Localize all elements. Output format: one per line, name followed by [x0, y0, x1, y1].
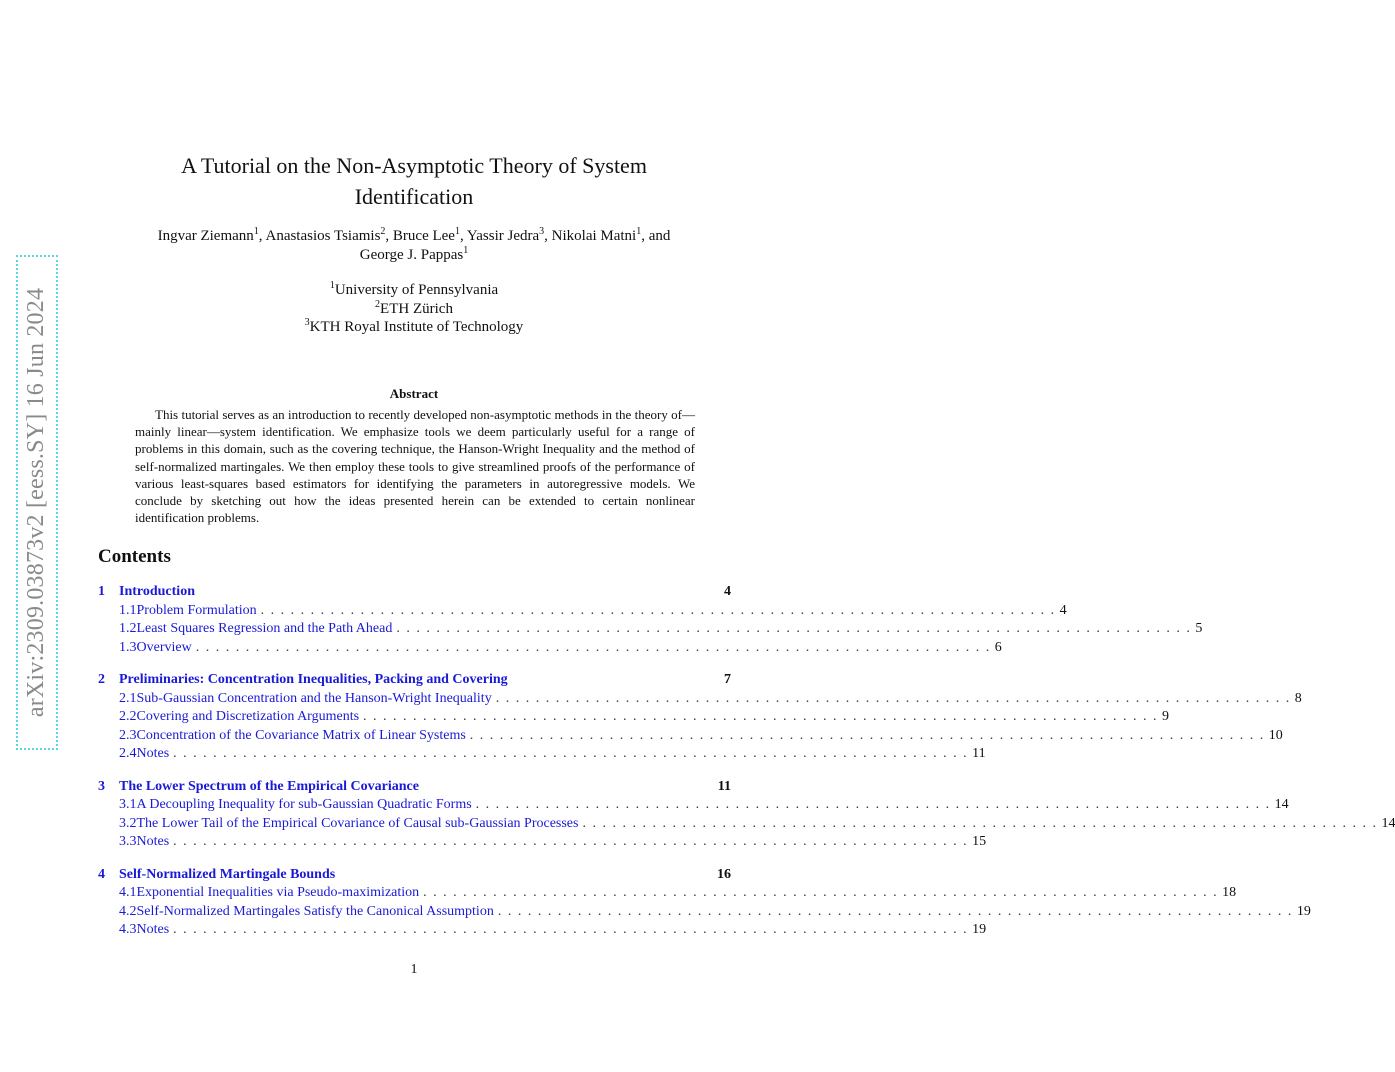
toc-section-entry[interactable]	[98, 671, 731, 690]
subsection-page-number: 19	[972, 922, 987, 937]
subsection-page-number: 11	[972, 746, 986, 761]
subsection-page-number: 6	[994, 639, 1002, 655]
affiliation-mark: 3	[539, 226, 545, 237]
dot-leader: . . . . . . . . . . . . . . . . . . . . . . . . . . . . . . . . . . . . . . . . . . . . . . . . . . . . . . . . . . . . . . . . . . . . . . . . . . . . . . . .	[497, 903, 1293, 919]
affiliation-item	[214, 300, 614, 319]
section-page-number: 4	[724, 584, 731, 599]
affiliation-item	[214, 281, 614, 300]
section-page-number: 11	[717, 778, 731, 794]
author-list	[100, 227, 728, 265]
arxiv-identifier: arXiv:2309.03873v2 [eess.SY] 16 Jun 2024	[23, 287, 50, 718]
affiliation-item	[214, 318, 614, 337]
section-title-link[interactable]: Preliminaries: Concentration Inequalities, Packing and Covering	[119, 672, 508, 687]
subsection-page-number: 8	[1294, 690, 1302, 706]
toc-section-entry[interactable]	[98, 866, 731, 885]
subsection-page-number: 10	[1268, 727, 1283, 743]
dot-leader: . . . . . . . . . . . . . . . . . . . . . . . . . . . . . . . . . . . . . . . . . . . . . . . . . . . . . . . . . . . . . . . . . . . . . . . . . . . . . . . .	[396, 621, 1192, 636]
subsection-page-number: 19	[1296, 903, 1311, 919]
toc-section-entry[interactable]	[98, 778, 731, 797]
section-title-link[interactable]: Self-Normalized Martingale Bounds	[119, 866, 336, 882]
affiliation-name: ETH Zürich	[380, 300, 453, 317]
author-line-2	[100, 246, 728, 265]
affiliation-mark: 1	[454, 226, 460, 237]
affiliation-name: University of Pennsylvania	[334, 282, 499, 298]
author-name: George J. Pappas	[359, 247, 464, 263]
subsection-page-number: 4	[1059, 602, 1067, 618]
affiliation-list	[214, 281, 614, 337]
section-number[interactable]: 2	[98, 672, 105, 687]
author-separator: ,	[544, 228, 552, 244]
affiliation-mark: 1	[463, 245, 469, 256]
toc-spacer	[98, 657, 731, 671]
section-number[interactable]: 1	[98, 584, 105, 599]
author-separator: ,	[258, 228, 266, 244]
subsection-number[interactable]: 2.4	[119, 746, 137, 761]
affiliation-mark: 1	[253, 226, 259, 237]
affiliation-mark: 1	[329, 280, 335, 291]
subsection-number[interactable]: 2.1	[119, 690, 137, 706]
page-number: 1	[410, 962, 418, 977]
abstract-text: This tutorial serves as an introduction to recently developed non-asymptotic methods in the theory of—mainly linear—system identification. We emphasize tools we deem particularly useful for a range of problems in this domain, such as the covering technique, the Hanson-Wright Inequality and the method of self-normalized martingales. We then employ these tools to give streamlined proofs of the performance of various least-squares based estimators for identifying the parameters in autoregressive models. We conclude by sketching out how the ideas presented herein can be extended to certain nonlinear identification problems.	[135, 407, 695, 526]
toc-subsection-entry[interactable]	[98, 903, 1311, 922]
subsection-number[interactable]: 4.2	[119, 903, 137, 919]
section-page-number: 7	[724, 672, 731, 687]
toc-spacer	[98, 764, 731, 778]
subsection-number[interactable]: 1.2	[119, 621, 137, 636]
subsection-title-link[interactable]: Notes	[136, 834, 170, 849]
toc-subsection-entry[interactable]	[98, 639, 1002, 658]
dot-leader: . . . . . . . . . . . . . . . . . . . . . . . . . . . . . . . . . . . . . . . . . . . . . . . . . . . . . . . . . . . . . . . . . . . . . . . . . . . . . . . .	[363, 709, 1159, 724]
dot-leader: . . . . . . . . . . . . . . . . . . . . . . . . . . . . . . . . . . . . . . . . . . . . . . . . . . . . . . . . . . . . . . . . . . . . . . . . . . . . . . . .	[495, 690, 1291, 706]
subsection-title-link[interactable]: Concentration of the Covariance Matrix of Linear Systems	[136, 727, 466, 743]
subsection-title-link[interactable]: Self-Normalized Martingales Satisfy the Canonical Assumption	[136, 903, 494, 919]
subsection-number[interactable]: 2.2	[119, 709, 137, 724]
author-name: Ingvar Ziemann	[157, 228, 254, 244]
title-line-1: A Tutorial on the Non-Asymptotic Theory of System	[181, 153, 647, 178]
author-separator: ,	[385, 228, 393, 244]
section-number[interactable]: 4	[98, 866, 105, 882]
dot-leader: . . . . . . . . . . . . . . . . . . . . . . . . . . . . . . . . . . . . . . . . . . . . . . . . . . . . . . . . . . . . . . . . . . . . . . . . . . . . . . . .	[195, 639, 991, 655]
subsection-number[interactable]: 1.1	[119, 602, 137, 618]
subsection-title-link[interactable]: A Decoupling Inequality for sub-Gaussian Quadratic Forms	[136, 797, 472, 812]
subsection-title-link[interactable]: Least Squares Regression and the Path Ahead	[136, 621, 393, 636]
toc-subsection-entry[interactable]	[98, 690, 1302, 709]
toc-subsection-entry[interactable]	[98, 884, 1237, 903]
subsection-page-number: 5	[1195, 621, 1203, 636]
subsection-number[interactable]: 3.1	[119, 797, 137, 812]
affiliation-mark: 2	[375, 298, 381, 310]
subsection-number[interactable]: 2.3	[119, 727, 137, 743]
arxiv-sidebar-stamp[interactable]	[16, 255, 58, 750]
toc-subsection-entry[interactable]	[98, 796, 1289, 815]
dot-leader: . . . . . . . . . . . . . . . . . . . . . . . . . . . . . . . . . . . . . . . . . . . . . . . . . . . . . . . . . . . . . . . . . . . . . . . . . . . . . . . .	[582, 815, 1378, 831]
toc-subsection-entry[interactable]	[98, 602, 1067, 621]
author-name: Anastasios Tsiamis	[265, 228, 381, 244]
author-name: Nikolai Matni	[551, 228, 637, 244]
subsection-title-link[interactable]: Covering and Discretization Arguments	[136, 709, 360, 724]
dot-leader: . . . . . . . . . . . . . . . . . . . . . . . . . . . . . . . . . . . . . . . . . . . . . . . . . . . . . . . . . . . . . . . . . . . . . . . . . . . . . . . .	[173, 922, 969, 937]
section-title-link[interactable]: The Lower Spectrum of the Empirical Covariance	[119, 778, 419, 794]
affiliation-mark: 2	[380, 226, 386, 237]
subsection-title-link[interactable]: The Lower Tail of the Empirical Covariance of Causal sub-Gaussian Processes	[136, 815, 579, 831]
subsection-title-link[interactable]: Overview	[136, 639, 192, 655]
toc-subsection-entry[interactable]	[98, 745, 986, 764]
subsection-number[interactable]: 4.1	[119, 885, 137, 900]
affiliation-mark: 3	[304, 317, 310, 328]
toc-subsection-entry[interactable]	[98, 815, 1395, 834]
subsection-page-number: 14	[1274, 797, 1289, 812]
dot-leader: . . . . . . . . . . . . . . . . . . . . . . . . . . . . . . . . . . . . . . . . . . . . . . . . . . . . . . . . . . . . . . . . . . . . . . . . . . . . . . . .	[173, 834, 969, 849]
subsection-page-number: 14	[1381, 815, 1395, 831]
toc-section-entry[interactable]	[98, 583, 731, 602]
toc-subsection-entry[interactable]	[98, 620, 1203, 639]
toc-spacer	[98, 852, 731, 866]
author-name: Yassir Jedra	[466, 228, 540, 244]
affiliation-mark: 1	[636, 226, 642, 237]
toc-subsection-entry[interactable]	[98, 833, 987, 852]
subsection-title-link[interactable]: Sub-Gaussian Concentration and the Hanson-Wright Inequality	[136, 690, 492, 706]
subsection-title-link[interactable]: Notes	[136, 922, 170, 937]
toc-subsection-entry[interactable]	[98, 727, 1283, 746]
paper-title	[104, 150, 724, 212]
subsection-page-number: 15	[972, 834, 987, 849]
toc-subsection-entry[interactable]	[98, 921, 987, 940]
subsection-number[interactable]: 4.3	[119, 922, 137, 937]
section-title-link[interactable]: Introduction	[119, 584, 195, 599]
title-line-2: Identification	[354, 184, 474, 209]
affiliation-name: KTH Royal Institute of Technology	[309, 319, 524, 335]
dot-leader: . . . . . . . . . . . . . . . . . . . . . . . . . . . . . . . . . . . . . . . . . . . . . . . . . . . . . . . . . . . . . . . . . . . . . . . . . . . . . . . .	[423, 885, 1219, 900]
author-line-1	[100, 227, 728, 246]
subsection-page-number: 9	[1162, 709, 1170, 724]
subsection-title-link[interactable]: Exponential Inequalities via Pseudo-maximization	[136, 885, 420, 900]
dot-leader: . . . . . . . . . . . . . . . . . . . . . . . . . . . . . . . . . . . . . . . . . . . . . . . . . . . . . . . . . . . . . . . . . . . . . . . . . . . . . . . .	[173, 746, 969, 761]
section-page-number: 16	[717, 866, 731, 882]
dot-leader: . . . . . . . . . . . . . . . . . . . . . . . . . . . . . . . . . . . . . . . . . . . . . . . . . . . . . . . . . . . . . . . . . . . . . . . . . . . . . . . .	[469, 727, 1265, 743]
subsection-number[interactable]: 3.2	[119, 815, 137, 831]
subsection-title-link[interactable]: Notes	[136, 746, 170, 761]
dot-leader: . . . . . . . . . . . . . . . . . . . . . . . . . . . . . . . . . . . . . . . . . . . . . . . . . . . . . . . . . . . . . . . . . . . . . . . . . . . . . . . .	[475, 797, 1271, 812]
author-separator: , and	[641, 228, 671, 244]
author-separator: ,	[459, 228, 467, 244]
subsection-number[interactable]: 1.3	[119, 639, 137, 655]
subsection-page-number: 18	[1222, 885, 1237, 900]
subsection-title-link[interactable]: Problem Formulation	[136, 602, 257, 618]
table-of-contents	[98, 583, 1395, 940]
contents-heading: Contents	[98, 546, 171, 567]
author-name: Bruce Lee	[392, 228, 455, 244]
toc-subsection-entry[interactable]	[98, 708, 1170, 727]
dot-leader: . . . . . . . . . . . . . . . . . . . . . . . . . . . . . . . . . . . . . . . . . . . . . . . . . . . . . . . . . . . . . . . . . . . . . . . . . . . . . . . .	[260, 602, 1056, 618]
abstract-heading: Abstract	[389, 386, 439, 401]
section-number[interactable]: 3	[98, 778, 105, 794]
subsection-number[interactable]: 3.3	[119, 834, 137, 849]
